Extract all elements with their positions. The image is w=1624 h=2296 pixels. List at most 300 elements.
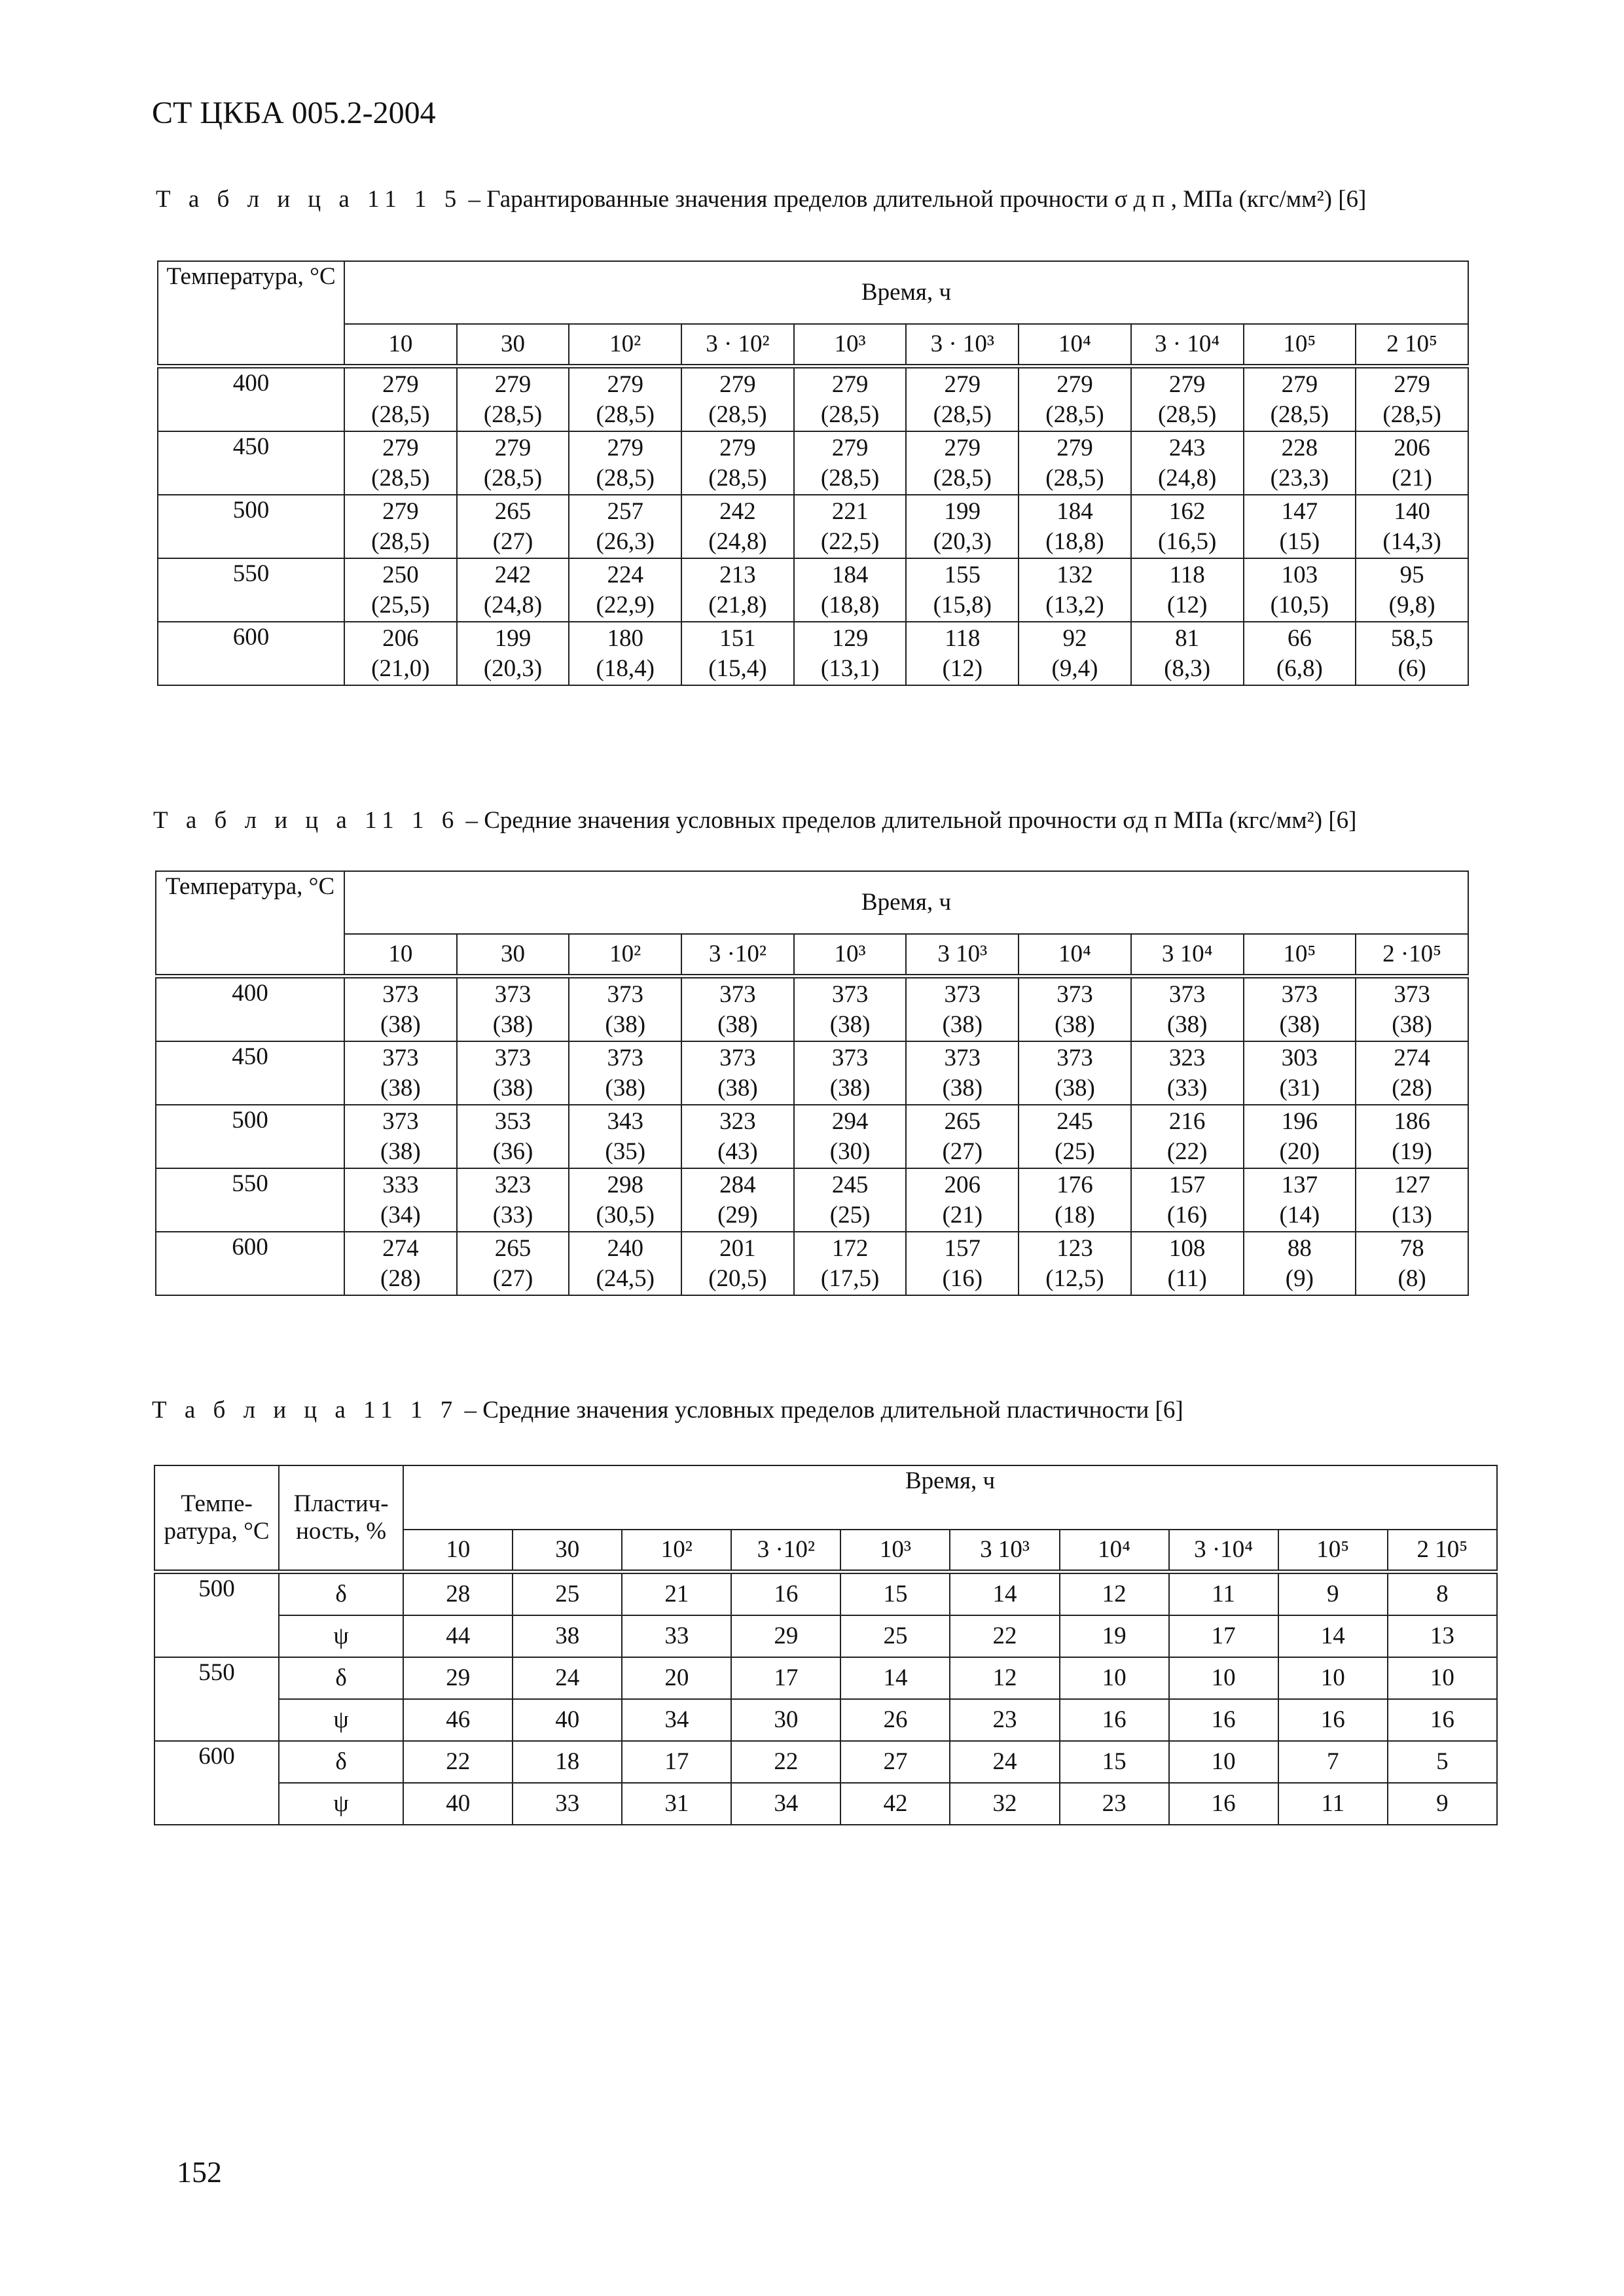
value-mpa: 88 [1287, 1234, 1312, 1262]
table2 [155, 870, 1469, 1296]
value-mpa: 196 [1281, 1107, 1318, 1135]
value-kgf: (28,5) [708, 401, 767, 428]
value-cell [457, 558, 569, 622]
value-cell [569, 1041, 681, 1105]
value-kgf: (28,5) [483, 464, 543, 492]
value-cell: 17 [1169, 1615, 1278, 1657]
value-cell [569, 1232, 681, 1295]
value-mpa: 224 [607, 561, 643, 588]
value-cell [681, 1105, 794, 1168]
value-mpa: 279 [1056, 434, 1093, 461]
temperature-cell: 400 [158, 367, 344, 432]
value-kgf: (28,5) [371, 464, 430, 492]
time-column-header: 10³ [794, 934, 907, 977]
value-mpa: 279 [382, 497, 419, 525]
value-cell: 16 [731, 1572, 840, 1616]
value-cell: 10 [1169, 1741, 1278, 1783]
value-kgf: (20,3) [483, 655, 543, 682]
value-cell [1019, 1168, 1131, 1232]
value-mpa: 279 [719, 370, 756, 398]
time-column-header: 10⁵ [1244, 324, 1356, 367]
value-cell [569, 558, 681, 622]
value-cell: 23 [1060, 1783, 1169, 1825]
temperature-cell: 450 [158, 431, 344, 495]
value-cell [906, 558, 1019, 622]
value-kgf: (13) [1392, 1201, 1432, 1229]
time-column-header: 2 10⁵ [1356, 324, 1468, 367]
table-row [156, 1105, 1468, 1168]
value-mpa: 228 [1281, 434, 1318, 461]
value-cell [344, 1168, 457, 1232]
value-kgf: (28,5) [820, 401, 880, 428]
value-cell [457, 622, 569, 685]
table-row [158, 558, 1468, 622]
value-kgf: (8) [1398, 1265, 1426, 1292]
value-cell [681, 495, 794, 558]
value-cell [457, 977, 569, 1042]
value-cell: 14 [950, 1572, 1059, 1616]
value-kgf: (22,5) [820, 528, 880, 555]
table1-caption-lead: Т а б л и ц а 11 1 5 [156, 186, 463, 213]
value-kgf: (38) [492, 1011, 533, 1038]
time-column-header: 3 · 10⁴ [1131, 324, 1244, 367]
value-cell [1356, 558, 1468, 622]
value-kgf: (16) [1166, 1201, 1208, 1229]
value-cell [1244, 495, 1356, 558]
value-cell: 42 [840, 1783, 950, 1825]
time-column-header: 3 10³ [950, 1530, 1059, 1572]
value-mpa: 147 [1281, 497, 1318, 525]
value-cell [1131, 1232, 1244, 1295]
value-cell [1019, 622, 1131, 685]
value-cell [794, 558, 907, 622]
value-cell [681, 558, 794, 622]
value-cell: 11 [1278, 1783, 1388, 1825]
time-column-header: 10⁴ [1060, 1530, 1169, 1572]
value-mpa: 373 [719, 1044, 756, 1071]
temperature-header: Температура, °С [158, 261, 344, 367]
value-cell [1019, 1041, 1131, 1105]
value-cell: 25 [840, 1615, 950, 1657]
value-mpa: 294 [831, 1107, 869, 1135]
table-row [158, 622, 1468, 685]
value-kgf: (6) [1398, 655, 1426, 682]
value-cell: 26 [840, 1699, 950, 1741]
value-cell [906, 1105, 1019, 1168]
value-cell [794, 495, 907, 558]
time-column-header: 2 10⁵ [1388, 1530, 1497, 1572]
value-cell [569, 977, 681, 1042]
value-cell [344, 977, 457, 1042]
plasticity-symbol: δ [279, 1657, 403, 1699]
value-kgf: (27) [492, 1265, 533, 1292]
table3-caption-lead: Т а б л и ц а 11 1 7 [152, 1397, 459, 1424]
value-cell [457, 431, 569, 495]
value-mpa: 343 [607, 1107, 643, 1135]
value-kgf: (27) [492, 528, 533, 555]
value-kgf: (24,8) [1157, 464, 1217, 492]
value-cell [1019, 495, 1131, 558]
value-mpa: 242 [494, 561, 532, 588]
value-cell: 22 [403, 1741, 513, 1783]
value-mpa: 172 [831, 1234, 869, 1262]
value-kgf: (17,5) [820, 1265, 880, 1292]
value-cell: 11 [1169, 1572, 1278, 1616]
value-cell: 21 [622, 1572, 731, 1616]
time-column-header: 10⁵ [1278, 1530, 1388, 1572]
value-mpa: 221 [831, 497, 869, 525]
value-mpa: 279 [607, 434, 643, 461]
value-cell: 40 [403, 1783, 513, 1825]
table2-caption-lead: Т а б л и ц а 11 1 6 [153, 807, 460, 834]
value-cell: 14 [1278, 1615, 1388, 1657]
value-cell [1019, 367, 1131, 432]
value-cell [681, 622, 794, 685]
value-cell: 12 [1060, 1572, 1169, 1616]
value-cell: 38 [513, 1615, 622, 1657]
value-mpa: 176 [1056, 1171, 1093, 1198]
value-mpa: 279 [1056, 370, 1093, 398]
value-kgf: (35) [605, 1138, 646, 1165]
value-mpa: 129 [831, 624, 869, 652]
value-mpa: 118 [945, 624, 981, 652]
value-cell [1244, 1232, 1356, 1295]
value-cell [344, 1232, 457, 1295]
value-cell [1019, 558, 1131, 622]
value-kgf: (38) [942, 1074, 983, 1102]
value-cell: 17 [622, 1741, 731, 1783]
value-cell [1244, 558, 1356, 622]
value-kgf: (14) [1279, 1201, 1320, 1229]
value-mpa: 373 [1281, 980, 1318, 1008]
time-column-header: 30 [457, 324, 569, 367]
value-kgf: (25) [1055, 1138, 1095, 1165]
value-kgf: (28,5) [1382, 401, 1441, 428]
value-mpa: 373 [1394, 980, 1430, 1008]
value-mpa: 199 [494, 624, 532, 652]
value-kgf: (20,5) [708, 1265, 767, 1292]
value-cell: 29 [403, 1657, 513, 1699]
value-kgf: (13,2) [1045, 591, 1104, 619]
value-mpa: 127 [1394, 1171, 1430, 1198]
value-mpa: 216 [1168, 1107, 1206, 1135]
table3-caption-text: – Средние значения условных пределов длительной пластичности [6] [458, 1397, 1183, 1424]
value-mpa: 279 [607, 370, 643, 398]
value-cell [1131, 495, 1244, 558]
value-cell: 7 [1278, 1741, 1388, 1783]
value-mpa: 279 [1168, 370, 1206, 398]
value-kgf: (33) [1166, 1074, 1208, 1102]
value-cell [569, 1105, 681, 1168]
value-cell [1244, 1041, 1356, 1105]
time-column-header: 10 [344, 934, 457, 977]
value-cell: 10 [1060, 1657, 1169, 1699]
value-mpa: 279 [944, 434, 981, 461]
value-cell [1356, 977, 1468, 1042]
value-kgf: (38) [380, 1011, 421, 1038]
value-cell [1244, 977, 1356, 1042]
time-column-header: 3 ·10² [681, 934, 794, 977]
value-cell: 29 [731, 1615, 840, 1657]
value-kgf: (28,5) [1270, 401, 1329, 428]
table-row [156, 1041, 1468, 1105]
value-mpa: 157 [944, 1234, 981, 1262]
value-cell: 10 [1278, 1657, 1388, 1699]
value-mpa: 242 [719, 497, 756, 525]
value-cell [569, 367, 681, 432]
value-cell: 27 [840, 1741, 950, 1783]
value-mpa: 303 [1281, 1044, 1318, 1071]
value-cell [344, 367, 457, 432]
value-mpa: 353 [494, 1107, 532, 1135]
value-kgf: (20) [1279, 1138, 1320, 1165]
value-kgf: (19) [1392, 1138, 1432, 1165]
value-mpa: 279 [382, 434, 419, 461]
value-cell: 22 [731, 1741, 840, 1783]
value-cell: 19 [1060, 1615, 1169, 1657]
value-mpa: 373 [831, 980, 869, 1008]
value-mpa: 373 [944, 1044, 981, 1071]
value-mpa: 245 [831, 1171, 869, 1198]
temperature-cell: 500 [158, 495, 344, 558]
value-cell [794, 1232, 907, 1295]
value-cell: 31 [622, 1783, 731, 1825]
value-kgf: (29) [717, 1201, 758, 1229]
value-kgf: (15,4) [708, 655, 767, 682]
value-mpa: 373 [382, 1044, 419, 1071]
value-cell: 34 [731, 1783, 840, 1825]
value-mpa: 201 [719, 1234, 756, 1262]
value-mpa: 151 [719, 624, 756, 652]
value-kgf: (8,3) [1164, 655, 1211, 682]
time-column-header: 30 [513, 1530, 622, 1572]
plasticity-symbol: δ [279, 1741, 403, 1783]
value-mpa: 373 [1168, 980, 1206, 1008]
value-mpa: 279 [382, 370, 419, 398]
temperature-cell: 600 [154, 1741, 279, 1825]
value-mpa: 333 [382, 1171, 419, 1198]
value-kgf: (34) [380, 1201, 421, 1229]
value-cell [569, 622, 681, 685]
value-cell: 23 [950, 1699, 1059, 1741]
value-cell [344, 1041, 457, 1105]
value-cell [906, 977, 1019, 1042]
value-kgf: (38) [829, 1074, 871, 1102]
value-cell: 16 [1060, 1699, 1169, 1741]
table1-caption-text: – Гарантированные значения пределов длительной прочности σ д п , МПа (кгс/мм²) [6] [462, 186, 1367, 213]
value-kgf: (38) [1392, 1011, 1432, 1038]
value-cell [1244, 367, 1356, 432]
value-cell [906, 1168, 1019, 1232]
value-cell [906, 495, 1019, 558]
value-kgf: (30,5) [596, 1201, 655, 1229]
value-cell [1019, 1232, 1131, 1295]
value-cell [457, 367, 569, 432]
value-kgf: (18,8) [1045, 528, 1104, 555]
time-column-header: 3 · 10³ [906, 324, 1019, 367]
value-mpa: 279 [1281, 370, 1318, 398]
time-column-header: 10³ [840, 1530, 950, 1572]
value-cell [794, 367, 907, 432]
value-cell [681, 1041, 794, 1105]
value-mpa: 92 [1062, 624, 1087, 652]
value-cell [906, 431, 1019, 495]
value-cell [344, 431, 457, 495]
temperature-cell: 600 [156, 1232, 344, 1295]
time-column-header: 3 · 10² [681, 324, 794, 367]
value-kgf: (28) [380, 1265, 421, 1292]
value-cell [1244, 622, 1356, 685]
value-mpa: 206 [382, 624, 419, 652]
value-kgf: (33) [492, 1201, 533, 1229]
value-cell: 17 [731, 1657, 840, 1699]
value-mpa: 162 [1168, 497, 1206, 525]
temperature-header: Температура, °С [156, 871, 344, 977]
temperature-cell: 550 [156, 1168, 344, 1232]
value-kgf: (38) [1055, 1074, 1095, 1102]
value-mpa: 206 [944, 1171, 981, 1198]
value-cell [1131, 1105, 1244, 1168]
value-cell: 13 [1388, 1615, 1497, 1657]
value-mpa: 373 [382, 1107, 419, 1135]
value-mpa: 284 [719, 1171, 756, 1198]
value-mpa: 373 [607, 1044, 643, 1071]
value-mpa: 213 [719, 561, 756, 588]
value-cell [1131, 431, 1244, 495]
plasticity-symbol: δ [279, 1572, 403, 1616]
value-kgf: (18,8) [820, 591, 880, 619]
value-kgf: (30) [829, 1138, 871, 1165]
value-mpa: 250 [382, 561, 419, 588]
value-cell [906, 367, 1019, 432]
time-column-header: 10² [622, 1530, 731, 1572]
value-cell: 46 [403, 1699, 513, 1741]
table3-caption [152, 1396, 1183, 1424]
table-row [154, 1572, 1497, 1616]
value-mpa: 184 [1056, 497, 1093, 525]
value-mpa: 245 [1056, 1107, 1093, 1135]
value-cell [794, 1168, 907, 1232]
value-cell [569, 431, 681, 495]
value-cell: 8 [1388, 1572, 1497, 1616]
value-kgf: (38) [942, 1011, 983, 1038]
value-mpa: 323 [719, 1107, 756, 1135]
value-kgf: (9,4) [1051, 655, 1098, 682]
value-kgf: (28,5) [371, 528, 430, 555]
value-cell [457, 495, 569, 558]
table3 [154, 1465, 1498, 1825]
value-kgf: (28,5) [933, 464, 992, 492]
value-kgf: (11) [1167, 1265, 1207, 1292]
value-kgf: (28,5) [371, 401, 430, 428]
time-column-header: 3 10⁴ [1131, 934, 1244, 977]
value-cell [1356, 622, 1468, 685]
value-mpa: 199 [944, 497, 981, 525]
value-mpa: 265 [944, 1107, 981, 1135]
value-kgf: (28,5) [596, 401, 655, 428]
value-cell [906, 622, 1019, 685]
value-kgf: (9) [1285, 1265, 1314, 1292]
value-mpa: 279 [719, 434, 756, 461]
value-cell [344, 558, 457, 622]
value-cell: 44 [403, 1615, 513, 1657]
table-row [158, 367, 1468, 432]
value-mpa: 373 [719, 980, 756, 1008]
value-mpa: 373 [607, 980, 643, 1008]
value-kgf: (21,8) [708, 591, 767, 619]
value-kgf: (24,8) [708, 528, 767, 555]
table-row [158, 495, 1468, 558]
value-cell [1019, 1105, 1131, 1168]
value-kgf: (28,5) [483, 401, 543, 428]
time-column-header: 10 [344, 324, 457, 367]
value-kgf: (12) [942, 655, 983, 682]
value-cell [1356, 1232, 1468, 1295]
value-cell [344, 495, 457, 558]
value-kgf: (38) [605, 1074, 646, 1102]
value-cell: 16 [1169, 1783, 1278, 1825]
value-cell [344, 622, 457, 685]
value-kgf: (38) [380, 1138, 421, 1165]
value-cell: 16 [1278, 1699, 1388, 1741]
value-cell: 5 [1388, 1741, 1497, 1783]
value-mpa: 274 [382, 1234, 419, 1262]
value-mpa: 279 [944, 370, 981, 398]
value-kgf: (21,0) [371, 655, 430, 682]
value-kgf: (38) [717, 1011, 758, 1038]
value-mpa: 140 [1394, 497, 1430, 525]
value-kgf: (38) [829, 1011, 871, 1038]
value-kgf: (28,5) [596, 464, 655, 492]
value-mpa: 323 [494, 1171, 532, 1198]
temperature-cell: 450 [156, 1041, 344, 1105]
value-kgf: (28,5) [708, 464, 767, 492]
value-kgf: (15) [1279, 528, 1320, 555]
value-mpa: 373 [382, 980, 419, 1008]
value-mpa: 103 [1281, 561, 1318, 588]
value-cell [1131, 558, 1244, 622]
table-row [154, 1741, 1497, 1783]
value-kgf: (14,3) [1382, 528, 1441, 555]
value-cell: 10 [1169, 1657, 1278, 1699]
value-kgf: (25,5) [371, 591, 430, 619]
value-cell [1244, 1105, 1356, 1168]
value-mpa: 81 [1175, 624, 1200, 652]
value-mpa: 132 [1056, 561, 1093, 588]
value-cell: 24 [950, 1741, 1059, 1783]
value-mpa: 108 [1168, 1234, 1206, 1262]
value-mpa: 323 [1168, 1044, 1206, 1071]
value-cell [1131, 1041, 1244, 1105]
value-cell: 10 [1388, 1657, 1497, 1699]
value-mpa: 155 [944, 561, 981, 588]
value-cell [794, 1041, 907, 1105]
value-kgf: (22) [1166, 1138, 1208, 1165]
table-row [156, 1232, 1468, 1295]
value-mpa: 265 [494, 497, 532, 525]
value-cell: 16 [1169, 1699, 1278, 1741]
value-mpa: 123 [1056, 1234, 1093, 1262]
value-kgf: (28,5) [1157, 401, 1217, 428]
time-column-header: 10⁴ [1019, 324, 1131, 367]
value-cell [1019, 431, 1131, 495]
value-kgf: (28) [1392, 1074, 1432, 1102]
value-kgf: (21) [942, 1201, 983, 1229]
value-kgf: (38) [1279, 1011, 1320, 1038]
plasticity-symbol: ψ [279, 1783, 403, 1825]
time-column-header: 10 [403, 1530, 513, 1572]
value-mpa: 373 [1056, 1044, 1093, 1071]
